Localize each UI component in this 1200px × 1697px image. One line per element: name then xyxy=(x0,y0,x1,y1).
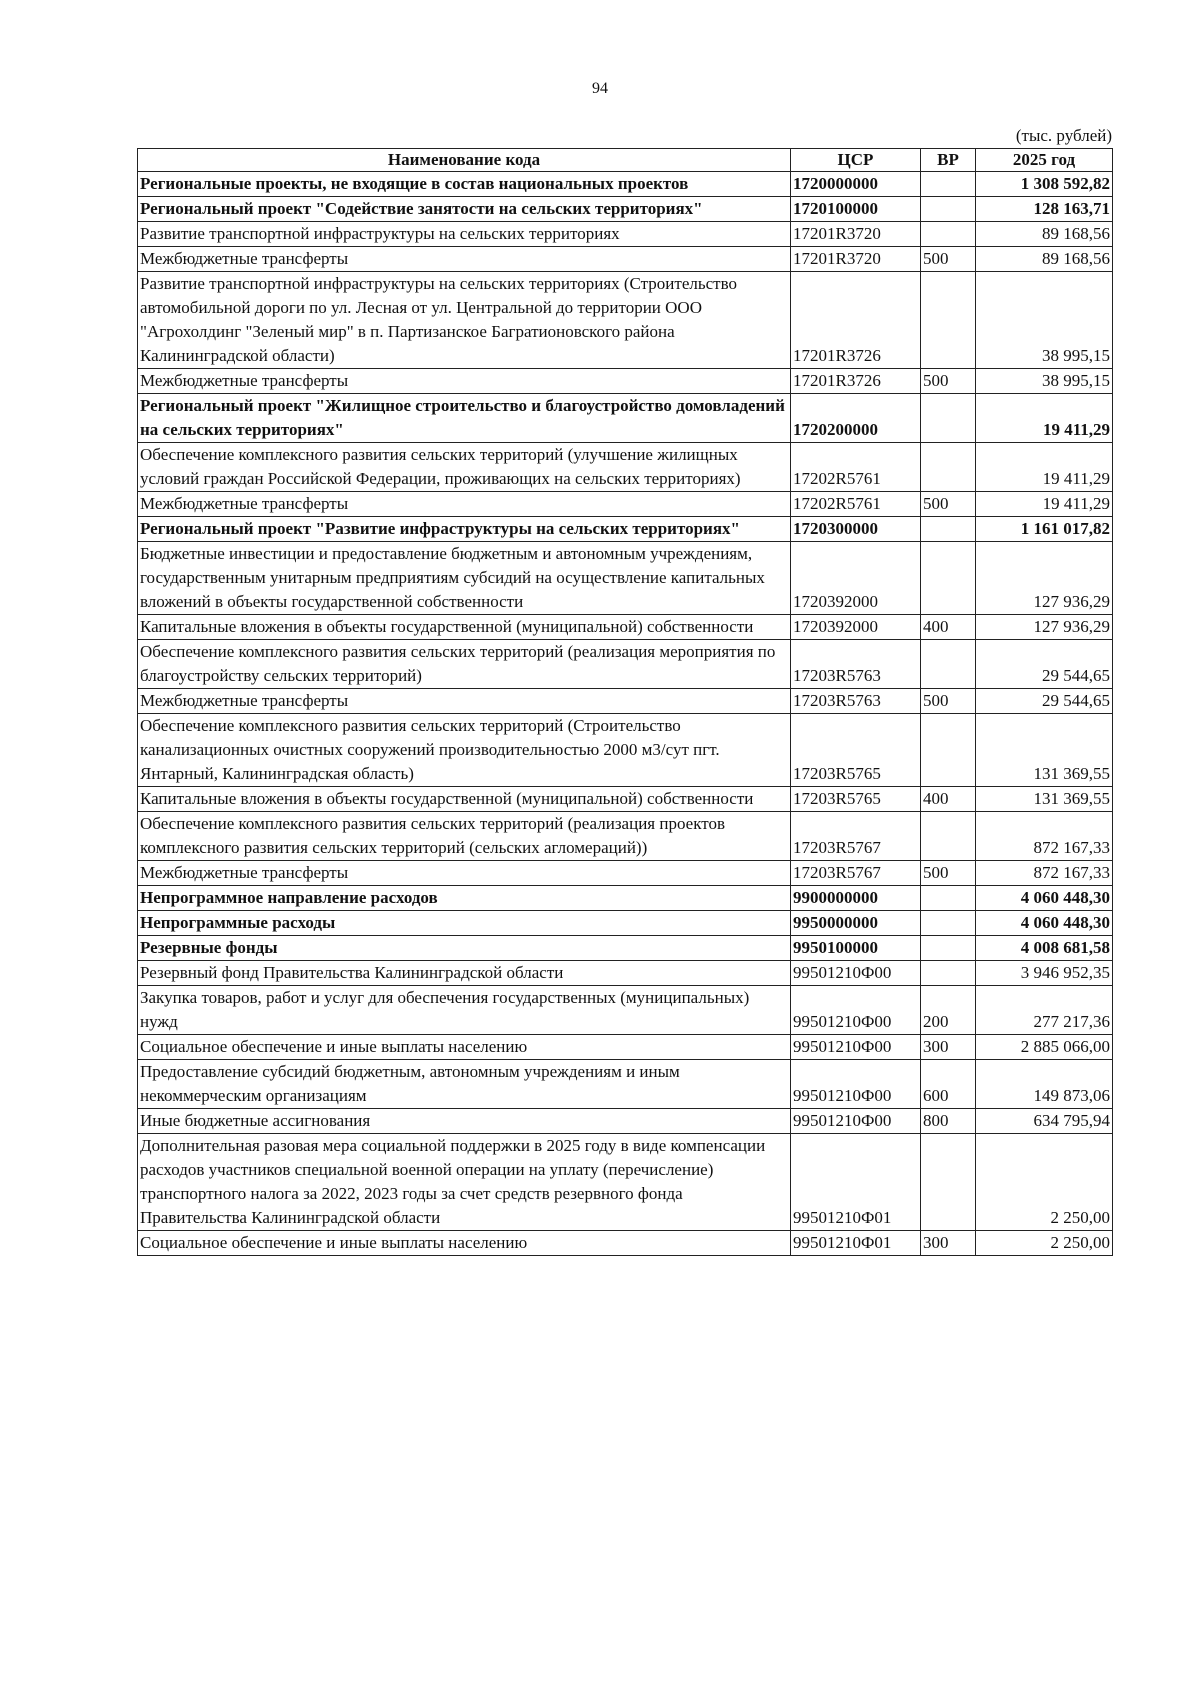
row-code: 9950100000 xyxy=(791,936,921,961)
row-amount: 19 411,29 xyxy=(976,443,1113,492)
row-vr: 800 xyxy=(921,1109,976,1134)
row-code: 99501210Ф00 xyxy=(791,986,921,1035)
row-amount: 634 795,94 xyxy=(976,1109,1113,1134)
row-vr: 400 xyxy=(921,787,976,812)
row-name: Обеспечение комплексного развития сельских территорий (Строительство канализационных очистных сооружений производительностью 2000 м3/сут пгт. Янтарный, Калининградская область) xyxy=(138,714,791,787)
row-name: Межбюджетные трансферты xyxy=(138,247,791,272)
table-row xyxy=(138,689,1113,714)
row-amount: 89 168,56 xyxy=(976,247,1113,272)
row-amount: 1 308 592,82 xyxy=(976,172,1113,197)
row-vr xyxy=(921,222,976,247)
row-vr xyxy=(921,886,976,911)
row-amount: 131 369,55 xyxy=(976,787,1113,812)
table-row xyxy=(138,1134,1113,1231)
table-row xyxy=(138,542,1113,615)
row-vr: 500 xyxy=(921,861,976,886)
row-name: Резервный фонд Правительства Калининградской области xyxy=(138,961,791,986)
row-amount: 149 873,06 xyxy=(976,1060,1113,1109)
row-name: Резервные фонды xyxy=(138,936,791,961)
row-vr xyxy=(921,812,976,861)
table-row xyxy=(138,1060,1113,1109)
budget-table xyxy=(137,148,1113,1256)
row-vr xyxy=(921,640,976,689)
row-name: Непрограммное направление расходов xyxy=(138,886,791,911)
row-name: Межбюджетные трансферты xyxy=(138,689,791,714)
row-amount: 127 936,29 xyxy=(976,542,1113,615)
table-row xyxy=(138,961,1113,986)
row-code: 9900000000 xyxy=(791,886,921,911)
row-amount: 4 060 448,30 xyxy=(976,886,1113,911)
row-amount: 127 936,29 xyxy=(976,615,1113,640)
row-name: Региональный проект "Содействие занятости на сельских территориях" xyxy=(138,197,791,222)
row-code: 17203R5765 xyxy=(791,714,921,787)
table-body xyxy=(138,172,1113,1256)
row-name: Региональный проект "Жилищное строительство и благоустройство домовладений на сельских территориях" xyxy=(138,394,791,443)
units-label: (тыс. рублей) xyxy=(1015,126,1112,145)
row-code: 17201R3720 xyxy=(791,222,921,247)
row-vr: 400 xyxy=(921,615,976,640)
row-name: Обеспечение комплексного развития сельских территорий (реализация мероприятия по благоустройству сельских территорий) xyxy=(138,640,791,689)
row-code: 1720300000 xyxy=(791,517,921,542)
row-code: 17202R5761 xyxy=(791,443,921,492)
row-amount: 38 995,15 xyxy=(976,369,1113,394)
table-row xyxy=(138,861,1113,886)
row-amount: 2 885 066,00 xyxy=(976,1035,1113,1060)
row-code: 17203R5767 xyxy=(791,812,921,861)
row-name: Закупка товаров, работ и услуг для обеспечения государственных (муниципальных) нужд xyxy=(138,986,791,1035)
row-amount: 29 544,65 xyxy=(976,689,1113,714)
row-code: 17201R3720 xyxy=(791,247,921,272)
row-name: Предоставление субсидий бюджетным, автономным учреждениям и иным некоммерческим организациям xyxy=(138,1060,791,1109)
row-vr xyxy=(921,1134,976,1231)
row-vr: 500 xyxy=(921,247,976,272)
row-code: 17201R3726 xyxy=(791,369,921,394)
row-name: Бюджетные инвестиции и предоставление бюджетным и автономным учреждениям, государственным унитарным предприятиям субсидий на осуществление капитальных вложений в объекты государственной собственности xyxy=(138,542,791,615)
table-row xyxy=(138,615,1113,640)
row-amount: 128 163,71 xyxy=(976,197,1113,222)
row-code: 99501210Ф00 xyxy=(791,1035,921,1060)
table-row xyxy=(138,936,1113,961)
row-name: Социальное обеспечение и иные выплаты населению xyxy=(138,1035,791,1060)
table-row xyxy=(138,172,1113,197)
row-code: 17203R5763 xyxy=(791,689,921,714)
header-vr: ВР xyxy=(921,149,976,172)
row-vr xyxy=(921,961,976,986)
row-amount: 89 168,56 xyxy=(976,222,1113,247)
row-code: 99501210Ф01 xyxy=(791,1231,921,1256)
table-row xyxy=(138,272,1113,369)
row-code: 1720200000 xyxy=(791,394,921,443)
table-row xyxy=(138,222,1113,247)
row-vr: 500 xyxy=(921,369,976,394)
row-vr xyxy=(921,936,976,961)
row-amount: 29 544,65 xyxy=(976,640,1113,689)
row-amount: 19 411,29 xyxy=(976,394,1113,443)
table-row xyxy=(138,1035,1113,1060)
table-row xyxy=(138,394,1113,443)
row-code: 17203R5763 xyxy=(791,640,921,689)
row-vr xyxy=(921,542,976,615)
row-code: 17203R5765 xyxy=(791,787,921,812)
row-code: 99501210Ф00 xyxy=(791,1109,921,1134)
row-name: Межбюджетные трансферты xyxy=(138,492,791,517)
header-code: ЦСР xyxy=(791,149,921,172)
row-name: Региональный проект "Развитие инфраструктуры на сельских территориях" xyxy=(138,517,791,542)
table-row xyxy=(138,1109,1113,1134)
row-code: 1720100000 xyxy=(791,197,921,222)
row-vr xyxy=(921,911,976,936)
table-header-row xyxy=(138,149,1113,172)
row-vr xyxy=(921,272,976,369)
row-amount: 131 369,55 xyxy=(976,714,1113,787)
row-amount: 4 008 681,58 xyxy=(976,936,1113,961)
row-amount: 2 250,00 xyxy=(976,1231,1113,1256)
page-number: 94 xyxy=(592,80,608,97)
row-amount: 19 411,29 xyxy=(976,492,1113,517)
row-vr: 300 xyxy=(921,1231,976,1256)
row-name: Социальное обеспечение и иные выплаты населению xyxy=(138,1231,791,1256)
table-row xyxy=(138,640,1113,689)
row-code: 99501210Ф01 xyxy=(791,1134,921,1231)
row-amount: 1 161 017,82 xyxy=(976,517,1113,542)
row-name: Обеспечение комплексного развития сельских территорий (реализация проектов комплексного развития сельских территорий (сельских агломераций)) xyxy=(138,812,791,861)
table-row xyxy=(138,1231,1113,1256)
row-name: Межбюджетные трансферты xyxy=(138,369,791,394)
row-vr xyxy=(921,517,976,542)
row-amount: 4 060 448,30 xyxy=(976,911,1113,936)
row-code: 1720392000 xyxy=(791,615,921,640)
row-vr: 600 xyxy=(921,1060,976,1109)
row-vr xyxy=(921,443,976,492)
table-row xyxy=(138,812,1113,861)
table-row xyxy=(138,247,1113,272)
row-vr: 500 xyxy=(921,689,976,714)
row-vr: 200 xyxy=(921,986,976,1035)
table-row xyxy=(138,911,1113,936)
table-row xyxy=(138,492,1113,517)
row-name: Обеспечение комплексного развития сельских территорий (улучшение жилищных условий граждан Российской Федерации, проживающих на сельских территориях) xyxy=(138,443,791,492)
row-code: 99501210Ф00 xyxy=(791,1060,921,1109)
row-name: Капитальные вложения в объекты государственной (муниципальной) собственности xyxy=(138,787,791,812)
row-vr xyxy=(921,197,976,222)
row-name: Региональные проекты, не входящие в состав национальных проектов xyxy=(138,172,791,197)
table-row xyxy=(138,443,1113,492)
row-name: Развитие транспортной инфраструктуры на сельских территориях xyxy=(138,222,791,247)
table-row xyxy=(138,714,1113,787)
row-amount: 872 167,33 xyxy=(976,812,1113,861)
row-name: Межбюджетные трансферты xyxy=(138,861,791,886)
table-row xyxy=(138,986,1113,1035)
row-vr: 300 xyxy=(921,1035,976,1060)
row-name: Развитие транспортной инфраструктуры на сельских территориях (Строительство автомобильной дороги по ул. Лесная от ул. Центральной до территории ООО "Агрохолдинг "Зеленый мир" в п. Партизанское Багратионовского района Калининградской области) xyxy=(138,272,791,369)
table-row xyxy=(138,197,1113,222)
row-code: 17202R5761 xyxy=(791,492,921,517)
row-code: 17203R5767 xyxy=(791,861,921,886)
row-name: Непрограммные расходы xyxy=(138,911,791,936)
row-amount: 277 217,36 xyxy=(976,986,1113,1035)
row-vr xyxy=(921,714,976,787)
table-row xyxy=(138,517,1113,542)
row-amount: 872 167,33 xyxy=(976,861,1113,886)
row-code: 1720392000 xyxy=(791,542,921,615)
row-amount: 38 995,15 xyxy=(976,272,1113,369)
row-name: Иные бюджетные ассигнования xyxy=(138,1109,791,1134)
row-name: Дополнительная разовая мера социальной поддержки в 2025 году в виде компенсации расходов участников специальной военной операции на уплату (перечисление) транспортного налога за 2022, 2023 годы за счет средств резервного фонда Правительства Калининградской области xyxy=(138,1134,791,1231)
row-vr xyxy=(921,172,976,197)
row-code: 17201R3726 xyxy=(791,272,921,369)
row-code: 9950000000 xyxy=(791,911,921,936)
row-vr: 500 xyxy=(921,492,976,517)
row-amount: 3 946 952,35 xyxy=(976,961,1113,986)
header-amount: 2025 год xyxy=(976,149,1113,172)
table-row xyxy=(138,369,1113,394)
row-amount: 2 250,00 xyxy=(976,1134,1113,1231)
header-name: Наименование кода xyxy=(138,149,791,172)
row-code: 1720000000 xyxy=(791,172,921,197)
row-vr xyxy=(921,394,976,443)
table-row xyxy=(138,787,1113,812)
row-code: 99501210Ф00 xyxy=(791,961,921,986)
row-name: Капитальные вложения в объекты государственной (муниципальной) собственности xyxy=(138,615,791,640)
table-row xyxy=(138,886,1113,911)
